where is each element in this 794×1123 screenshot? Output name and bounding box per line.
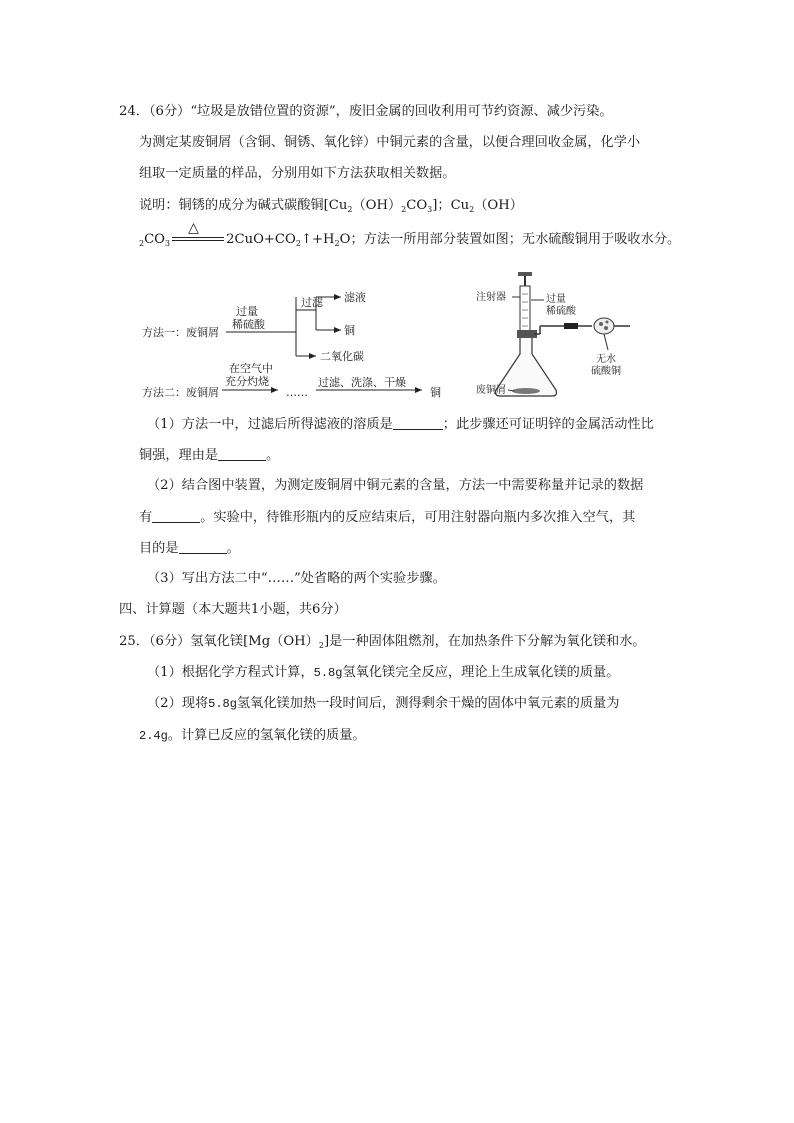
apparatus-diagram	[474, 270, 650, 405]
apparatus-acid-bottom: 稀硫酸	[546, 306, 576, 317]
apparatus-acid-top: 过量	[546, 294, 566, 305]
q25-text-a: 25．（6分）氢氧化镁[Mg（OH）	[119, 634, 319, 649]
eq-sub-d: 2	[334, 239, 340, 248]
q25-p2-a: （2）现将	[147, 696, 209, 711]
q25-text-b: ]是一种固体阻燃剂，在加热条件下分解为氧化镁和水。	[323, 634, 646, 649]
q24-part1-line2	[139, 446, 279, 465]
q24-line-1: 24．（6分）“垃圾是放错位置的资源”，废旧金属的回收利用可节约资源、减少污染。	[119, 104, 613, 119]
m1-out-co2: 二氧化碳	[320, 350, 364, 363]
m1-reagent-top: 过量	[236, 305, 258, 318]
q24-p2-text-d: 目的是	[139, 541, 179, 556]
q24-part1-line1	[147, 415, 654, 434]
q24-p1-text-b: ；此步骤还可证明锌的金属活动性比	[442, 417, 654, 432]
eq-text-a: CO	[144, 232, 165, 247]
m1-label: 方法一：废铜屑	[142, 326, 219, 339]
q24-p2-text-c: 。实验中，待锥形瓶内的反应结束后，可用注射器向瓶内多次推入空气，其	[200, 510, 636, 525]
note-sub-b: 2	[401, 205, 407, 214]
eq-text-d: O；方法一所用部分装置如图；无水硫酸铜用于吸收水分。	[339, 232, 681, 247]
q24-p1-text-a: （1）方法一中，过滤后所得滤液的溶质是	[147, 417, 393, 432]
heat-icon: △	[188, 220, 199, 236]
syringe-plunger-top	[518, 272, 532, 276]
q24-part2-line1: （2）结合图中装置，为测定废铜屑中铜元素的含量，方法一中需要称量并记录的数据	[147, 478, 644, 493]
rubber-connector	[564, 323, 578, 329]
m1-out-copper: 铜	[344, 324, 355, 337]
apparatus-syringe-label: 注射器	[476, 292, 506, 303]
q25-p2-e: 。计算已反应的氢氧化镁的质量。	[167, 728, 366, 743]
method-flow-diagram	[136, 270, 476, 405]
m2-label: 方法二：废铜屑	[142, 386, 219, 399]
note-text-c: CO	[406, 198, 428, 213]
q25-p2-c: 氢氧化镁加热一段时间后，测得剩余干燥的固体中氧元素的质量为	[236, 696, 620, 711]
desiccant-pointer	[604, 334, 608, 350]
eq-sub-c: 2	[295, 239, 301, 248]
eq-text-c: ↑+H	[300, 232, 335, 247]
answer-blank-2[interactable]	[218, 446, 266, 461]
heat-equals-sign	[170, 220, 226, 245]
q25-p1-c: 氢氧化镁完全反应，理论上生成氧化镁的质量。	[342, 665, 620, 680]
note-sub-a: 2	[347, 205, 353, 214]
copper-scrap-sample	[512, 388, 540, 394]
m1-filter-label: 过滤	[301, 296, 323, 309]
q24-part2-line2	[139, 508, 635, 527]
answer-blank-4[interactable]	[179, 539, 227, 554]
m2-dots: ……	[286, 386, 308, 399]
q24-p1-text-d: 。	[266, 448, 280, 463]
section-4-title: 四、计算题（本大题共1小题，共6分）	[119, 602, 347, 617]
q25-p2-mass: 5.8g	[208, 697, 237, 711]
apparatus-desiccant-top: 无水	[596, 354, 616, 365]
q24-line-2: 为测定某废铜屑（含铜、铜锈、氧化锌）中铜元素的含量，以便合理回收金属，化学小	[139, 135, 641, 150]
note-text-d: ]；Cu	[432, 198, 470, 213]
q25-p2-oxygen-mass: 2.4g	[139, 729, 168, 743]
eq-sub-a: 2	[139, 239, 145, 248]
apparatus-sample-label: 废铜屑	[476, 385, 506, 396]
answer-blank-1[interactable]	[393, 415, 443, 430]
q25-part1	[147, 664, 619, 682]
q24-p2-text-e: 。	[226, 541, 240, 556]
m2-cond-top: 在空气中	[229, 362, 273, 375]
eq-sub-b: 3	[165, 239, 171, 248]
q25-line-1	[119, 633, 646, 655]
q24-p1-text-c: 铜强，理由是	[139, 448, 219, 463]
apparatus-desiccant-bottom: 硫酸铜	[591, 366, 621, 377]
q25-part2-line2	[139, 727, 366, 745]
q25-sub: 2	[318, 641, 324, 650]
note-text-e: （OH）	[474, 198, 523, 213]
m1-out-filtrate: 滤液	[344, 291, 366, 304]
m2-steps: 过滤、洗涤、干燥	[318, 376, 406, 389]
q24-part2-line3	[139, 539, 240, 558]
q24-p2-text-b: 有	[139, 510, 153, 525]
note-text-a: 说明：铜锈的成分为碱式碳酸铜[Cu	[139, 198, 348, 213]
note-text-b: （OH）	[352, 198, 402, 213]
drying-tube-bulb	[594, 318, 614, 334]
answer-blank-3[interactable]	[152, 508, 200, 523]
q24-line-3: 组取一定质量的样品，分别用如下方法获取相关数据。	[139, 166, 456, 181]
m1-reagent-bottom: 稀硫酸	[232, 318, 265, 331]
q25-p1-mass: 5.8g	[313, 666, 343, 680]
note-sub-d: 2	[469, 205, 475, 214]
q25-part2-line1	[147, 695, 619, 713]
eq-text-b: 2CuO+CO	[226, 232, 296, 247]
m2-cond-bottom: 充分灼烧	[225, 375, 269, 388]
q24-equation	[139, 220, 681, 253]
q24-part3: （3）写出方法二中“……”处省略的两个实验步骤。	[147, 571, 446, 586]
q25-p1-a: （1）根据化学方程式计算，	[147, 665, 314, 680]
m2-out: 铜	[430, 386, 441, 399]
note-sub-c: 3	[427, 205, 433, 214]
q24-note	[139, 197, 523, 219]
